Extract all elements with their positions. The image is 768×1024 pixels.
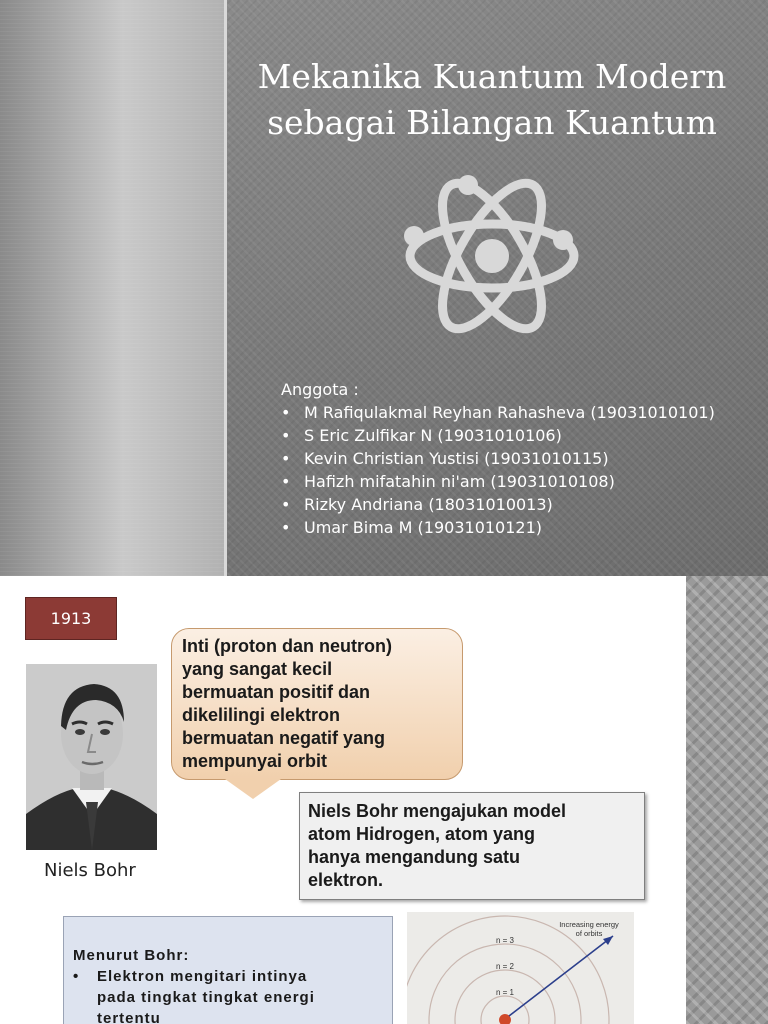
- decorative-band: [0, 0, 224, 576]
- bullet: •: [281, 472, 291, 491]
- member-name: S Eric Zulfikar N (19031010106): [304, 426, 562, 445]
- band-divider: [224, 0, 227, 576]
- members-list: [281, 378, 715, 539]
- bohr-model-box: [299, 792, 645, 900]
- member-item: [281, 493, 715, 516]
- member-item: [281, 424, 715, 447]
- nucleus-callout: [171, 628, 463, 780]
- bullet: •: [73, 968, 80, 985]
- callout-line: bermuatan negatif yang: [182, 728, 386, 748]
- bohr-line: hanya mengandung satu: [308, 847, 521, 867]
- callout-line: yang sangat kecil: [182, 659, 333, 679]
- level-label: n = 1: [495, 988, 515, 997]
- menurut-title: Menurut Bohr:: [73, 947, 190, 964]
- bohr-line: atom Hidrogen, atom yang: [308, 824, 536, 844]
- photo-caption: Niels Bohr: [44, 860, 136, 881]
- menurut-line: pada tingkat tingkat energi: [97, 989, 315, 1006]
- menurut-bohr-box: [63, 916, 393, 1024]
- callout-line: dikelilingi elektron: [182, 705, 341, 725]
- arrow-label: of orbits: [575, 929, 603, 938]
- member-name: Rizky Andriana (18031010013): [304, 495, 553, 514]
- arrow-label: Increasing energy: [559, 920, 619, 929]
- niels-bohr-photo: [26, 664, 157, 850]
- decorative-strip: [686, 576, 768, 1024]
- bullet: •: [281, 495, 291, 514]
- bohr-slide: [0, 576, 768, 1024]
- members-label: Anggota :: [281, 380, 359, 399]
- atom-icon: [400, 158, 584, 354]
- menurut-line: tertentu: [97, 1010, 161, 1024]
- member-name: Hafizh mifatahin ni'am (19031010108): [304, 472, 615, 491]
- menurut-item: [73, 966, 384, 1024]
- bullet: •: [281, 449, 291, 468]
- bullet: •: [281, 403, 291, 422]
- callout-line: Inti (proton dan neutron): [182, 636, 392, 656]
- member-item: [281, 401, 715, 424]
- year-badge: 1913: [25, 597, 117, 640]
- member-item: [281, 447, 715, 470]
- member-item: [281, 516, 715, 539]
- callout-line: mempunyai orbit: [182, 751, 328, 771]
- member-name: M Rafiqulakmal Reyhan Rahasheva (19031010101): [304, 403, 715, 422]
- title-line-1: Mekanika Kuantum Modern: [257, 57, 727, 96]
- menurut-line: Elektron mengitari intinya: [97, 968, 308, 985]
- bullet: •: [281, 426, 291, 445]
- bohr-line: Niels Bohr mengajukan model: [308, 801, 567, 821]
- member-name: Kevin Christian Yustisi (19031010115): [304, 449, 609, 468]
- level-label: n = 2: [495, 962, 515, 971]
- energy-levels-diagram: [407, 912, 634, 1024]
- member-name: Umar Bima M (19031010121): [304, 518, 543, 537]
- callout-line: bermuatan positif dan: [182, 682, 371, 702]
- level-label: n = 3: [495, 936, 515, 945]
- callout-tail: [225, 779, 281, 799]
- title-line-2: sebagai Bilangan Kuantum: [267, 103, 717, 142]
- bohr-line: elektron.: [308, 870, 384, 890]
- slide-title: [232, 54, 752, 146]
- member-item: [281, 470, 715, 493]
- bullet: •: [281, 518, 291, 537]
